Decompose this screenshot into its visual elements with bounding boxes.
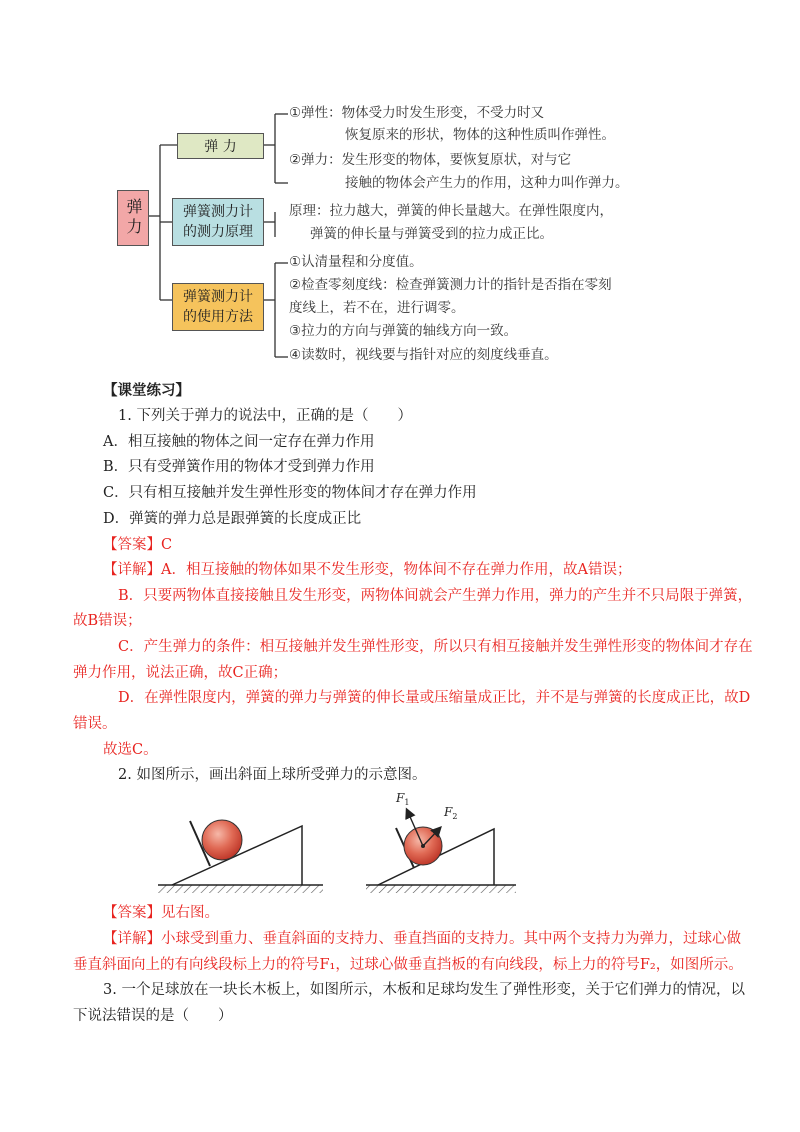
cm-item: 弹簧的伸长量与弹簧受到的拉力成正比。 [310,226,553,242]
q1-option-b: B．只有受弹簧作用的物体才受到弹力作用 [103,459,375,475]
root-label: 弹力 [124,198,143,238]
q2-answer: 【答案】见右图。 [103,905,219,921]
cm-item: ③拉力的方向与弹簧的轴线方向一致。 [289,323,518,339]
branch-principle-line2: 的测力原理 [183,224,253,240]
q1-explain-line: D．在弹性限度内，弹簧的弹力与弹簧的伸长量或压缩量成正比，并不是与弹簧的长度成正比，故D [118,690,751,706]
q2-stem: 2. 如图所示，画出斜面上球所受弹力的示意图。 [118,767,427,783]
q1-option-c: C．只有相互接触并发生弹性形变的物体间才存在弹力作用 [103,485,477,501]
q1-explain-line: B．只要两物体直接接触且发生形变，两物体间就会产生弹力作用，弹力的产生并不只局限于弹簧， [118,588,753,604]
q1-option-a: A．相互接触的物体之间一定存在弹力作用 [103,434,375,450]
ground-hatch [366,885,516,893]
figure-left [158,820,323,893]
cm-item: ①弹性：物体受力时发生形变，不受力时又 [289,105,545,121]
q1-explain-line: C．产生弹力的条件：相互接触并发生弹性形变，所以只有相互接触并发生弹性形变的物体间才存在 [118,639,753,655]
cm-item: 恢复原来的形状，物体的这种性质叫作弹性。 [345,127,615,143]
q1-explain-line: 【详解】A．相互接触的物体如果不发生形变，物体间不存在弹力作用，故A错误； [103,562,632,578]
q1-stem: 1. 下列关于弹力的说法中，正确的是（ ） [118,408,412,424]
branch-usage [172,283,264,331]
q2-figures [0,788,800,898]
concept-map-root [117,190,149,246]
ground-hatch [158,885,323,893]
branch-elasticity-label: 弹 力 [204,139,237,155]
section-title: 【课堂练习】 [103,383,190,399]
branch-principle [172,198,264,246]
figure-right [366,791,516,893]
q2-explain-line: 【详解】小球受到重力、垂直斜面的支持力、垂直挡面的支持力。其中两个支持力为弹力，过球心做 [103,931,741,947]
branch-principle-line1: 弹簧测力计 [183,204,253,220]
q1-explain-line: 弹力作用，说法正确，故C正确； [73,665,288,681]
cm-item: ①认清量程和分度值。 [289,254,423,270]
branch-usage-line1: 弹簧测力计 [183,289,253,305]
q1-explain-line: 故B错误； [73,613,142,629]
q1-explain-line: 故选C。 [103,742,158,758]
q1-explain-line: 错误。 [73,716,117,732]
q1-answer: 【答案】C [103,537,173,553]
f2-label: $F_2$ [444,805,458,821]
cm-item: ②弹力：发生形变的物体，要恢复原状，对与它 [289,152,572,168]
q3-stem-line: 下说法错误的是（ ） [73,1008,233,1024]
cm-item: 度线上，若不在，进行调零。 [289,300,465,316]
q3-stem-line: 3. 一个足球放在一块长木板上，如图所示，木板和足球均发生了弹性形变，关于它们弹力的情况，以 [103,982,745,998]
cm-item: ②检查零刻度线：检查弹簧测力计的指针是否指在零刻 [289,277,612,293]
ball [202,820,242,860]
branch-elasticity [177,133,264,159]
cm-item: ④读数时，视线要与指针对应的刻度线垂直。 [289,347,558,363]
q2-explain-line: 垂直斜面向上的有向线段标上力的符号F₁，过球心做垂直挡板的有向线段，标上力的符号F₂，如图所示。 [73,957,743,973]
q1-option-d: D．弹簧的弹力总是跟弹簧的长度成正比 [103,511,362,527]
cm-item: 接触的物体会产生力的作用，这种力叫作弹力。 [345,175,629,191]
branch-usage-line2: 的使用方法 [183,309,253,325]
f1-label: $F_1$ [396,791,410,807]
cm-item: 原理：拉力越大，弹簧的伸长量越大。在弹性限度内， [289,203,613,219]
